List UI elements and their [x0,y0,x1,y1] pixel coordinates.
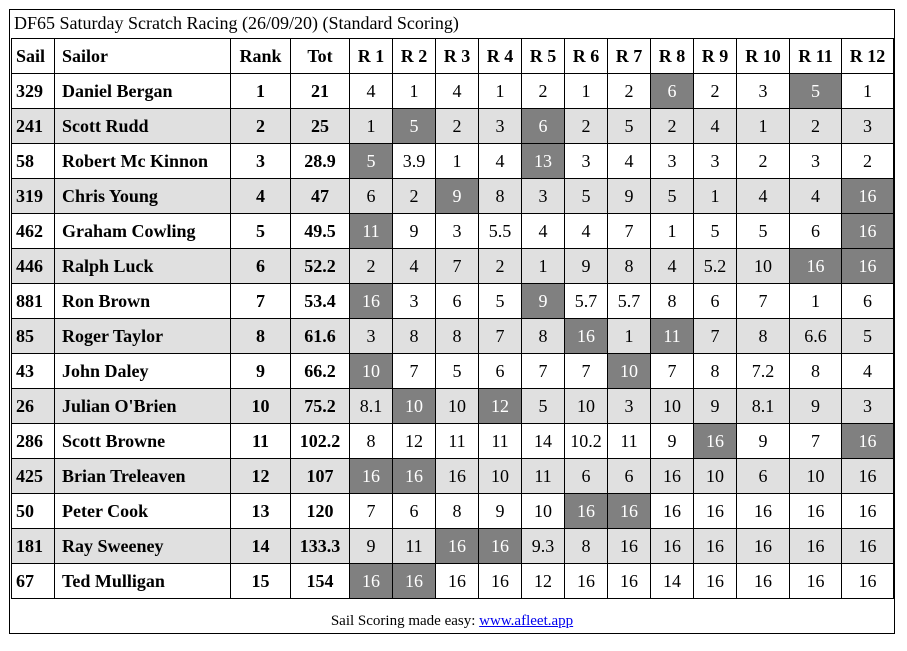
race-score-cell: 3 [842,109,894,144]
race-score-cell: 7 [350,494,393,529]
table-row [12,564,894,599]
table-row [12,494,894,529]
rank-cell: 14 [231,529,291,564]
race-score-cell: 5 [842,319,894,354]
race-score-cell: 9.3 [522,529,565,564]
race-score-cell: 4 [651,249,694,284]
race-score-cell: 9 [350,529,393,564]
race-score-cell: 8 [393,319,436,354]
rank-cell: 1 [231,74,291,109]
race-score-cell: 16 [436,564,479,599]
discarded-race-score-cell: 16 [842,424,894,459]
race-score-cell: 8 [479,179,522,214]
sail-number-cell: 286 [12,424,55,459]
total-cell: 154 [291,564,350,599]
discarded-race-score-cell: 13 [522,144,565,179]
rank-cell: 15 [231,564,291,599]
sailor-name-cell: Roger Taylor [55,319,231,354]
discarded-race-score-cell: 16 [842,214,894,249]
table-row [12,529,894,564]
rank-cell: 8 [231,319,291,354]
discarded-race-score-cell: 16 [479,529,522,564]
race-score-cell: 3 [436,214,479,249]
race-score-cell: 7 [694,319,737,354]
discarded-race-score-cell: 16 [393,459,436,494]
total-cell: 49.5 [291,214,350,249]
results-frame [9,9,895,634]
table-row [12,319,894,354]
sail-number-cell: 58 [12,144,55,179]
total-cell: 61.6 [291,319,350,354]
race-score-cell: 16 [737,494,790,529]
race-score-cell: 1 [522,249,565,284]
total-cell: 102.2 [291,424,350,459]
sailor-name-cell: Ron Brown [55,284,231,319]
race-score-cell: 3 [694,144,737,179]
race-score-cell: 16 [842,564,894,599]
race-score-cell: 6 [565,459,608,494]
rank-cell: 5 [231,214,291,249]
discarded-race-score-cell: 16 [393,564,436,599]
race-score-cell: 16 [737,564,790,599]
total-cell: 66.2 [291,354,350,389]
race-score-cell: 9 [565,249,608,284]
race-score-cell: 8 [737,319,790,354]
race-score-cell: 16 [565,564,608,599]
race-score-cell: 3.9 [393,144,436,179]
table-row [12,459,894,494]
race-score-cell: 5 [694,214,737,249]
race-score-cell: 12 [393,424,436,459]
discarded-race-score-cell: 5 [393,109,436,144]
rank-cell: 12 [231,459,291,494]
race-score-cell: 11 [479,424,522,459]
column-header: R 2 [393,39,436,74]
rank-cell: 10 [231,389,291,424]
table-row [12,144,894,179]
rank-cell: 9 [231,354,291,389]
race-score-cell: 10 [436,389,479,424]
discarded-race-score-cell: 12 [479,389,522,424]
discarded-race-score-cell: 16 [565,494,608,529]
race-score-cell: 1 [790,284,842,319]
discarded-race-score-cell: 16 [350,284,393,319]
race-score-cell: 16 [651,459,694,494]
race-score-cell: 8.1 [737,389,790,424]
total-cell: 21 [291,74,350,109]
sail-number-cell: 241 [12,109,55,144]
discarded-race-score-cell: 11 [651,319,694,354]
race-score-cell: 16 [651,529,694,564]
column-header: R 7 [608,39,651,74]
race-score-cell: 2 [651,109,694,144]
rank-cell: 13 [231,494,291,529]
race-score-cell: 7.2 [737,354,790,389]
race-score-cell: 5 [522,389,565,424]
column-header: Tot [291,39,350,74]
discarded-race-score-cell: 11 [350,214,393,249]
race-score-cell: 4 [694,109,737,144]
race-score-cell: 9 [479,494,522,529]
table-row [12,389,894,424]
sailor-name-cell: Daniel Bergan [55,74,231,109]
race-score-cell: 9 [651,424,694,459]
race-score-cell: 4 [436,74,479,109]
discarded-race-score-cell: 16 [694,424,737,459]
race-score-cell: 2 [393,179,436,214]
discarded-race-score-cell: 16 [350,459,393,494]
race-score-cell: 7 [436,249,479,284]
race-score-cell: 7 [393,354,436,389]
discarded-race-score-cell: 16 [608,494,651,529]
total-cell: 25 [291,109,350,144]
sail-number-cell: 446 [12,249,55,284]
column-header: R 4 [479,39,522,74]
discarded-race-score-cell: 5 [790,74,842,109]
table-row [12,109,894,144]
header-row [12,39,894,74]
discarded-race-score-cell: 10 [608,354,651,389]
sailor-name-cell: Peter Cook [55,494,231,529]
results-table [11,38,894,599]
sailor-name-cell: Brian Treleaven [55,459,231,494]
discarded-race-score-cell: 6 [522,109,565,144]
table-row [12,249,894,284]
race-score-cell: 6 [479,354,522,389]
race-score-cell: 7 [479,319,522,354]
race-score-cell: 3 [790,144,842,179]
discarded-race-score-cell: 6 [651,74,694,109]
sailor-name-cell: John Daley [55,354,231,389]
sailor-name-cell: Chris Young [55,179,231,214]
race-score-cell: 5 [651,179,694,214]
sail-number-cell: 43 [12,354,55,389]
race-score-cell: 10 [565,389,608,424]
race-score-cell: 8 [436,319,479,354]
race-score-cell: 16 [790,564,842,599]
race-score-cell: 16 [608,529,651,564]
rank-cell: 2 [231,109,291,144]
race-score-cell: 3 [608,389,651,424]
race-score-cell: 2 [608,74,651,109]
race-score-cell: 7 [522,354,565,389]
race-score-cell: 8 [522,319,565,354]
race-score-cell: 2 [565,109,608,144]
column-header: Rank [231,39,291,74]
race-score-cell: 1 [479,74,522,109]
race-score-cell: 16 [790,529,842,564]
rank-cell: 11 [231,424,291,459]
column-header: R 5 [522,39,565,74]
sail-number-cell: 50 [12,494,55,529]
race-score-cell: 8 [436,494,479,529]
discarded-race-score-cell: 16 [436,529,479,564]
race-score-cell: 6 [694,284,737,319]
race-score-cell: 11 [436,424,479,459]
column-header: Sail [12,39,55,74]
race-score-cell: 11 [393,529,436,564]
sail-number-cell: 85 [12,319,55,354]
page-title: DF65 Saturday Scratch Racing (26/09/20) (Standard Scoring) [14,13,459,33]
race-score-cell: 8 [350,424,393,459]
race-score-cell: 4 [842,354,894,389]
footer [10,609,894,633]
total-cell: 75.2 [291,389,350,424]
sail-number-cell: 462 [12,214,55,249]
race-score-cell: 1 [842,74,894,109]
race-score-cell: 6.6 [790,319,842,354]
race-score-cell: 2 [522,74,565,109]
race-score-cell: 10 [479,459,522,494]
race-score-cell: 14 [522,424,565,459]
race-score-cell: 9 [393,214,436,249]
column-header: R 12 [842,39,894,74]
sail-number-cell: 319 [12,179,55,214]
table-row [12,179,894,214]
race-score-cell: 6 [737,459,790,494]
discarded-race-score-cell: 9 [522,284,565,319]
total-cell: 52.2 [291,249,350,284]
race-score-cell: 1 [651,214,694,249]
race-score-cell: 4 [393,249,436,284]
race-score-cell: 9 [790,389,842,424]
race-score-cell: 3 [393,284,436,319]
race-score-cell: 5.7 [608,284,651,319]
total-cell: 133.3 [291,529,350,564]
table-row [12,284,894,319]
race-score-cell: 8.1 [350,389,393,424]
race-score-cell: 8 [694,354,737,389]
race-score-cell: 16 [694,494,737,529]
sail-number-cell: 181 [12,529,55,564]
sailor-name-cell: Scott Rudd [55,109,231,144]
race-score-cell: 16 [737,529,790,564]
race-score-cell: 16 [694,529,737,564]
column-header: Sailor [55,39,231,74]
race-score-cell: 3 [737,74,790,109]
sail-number-cell: 67 [12,564,55,599]
race-score-cell: 5 [737,214,790,249]
column-header: R 10 [737,39,790,74]
race-score-cell: 5 [479,284,522,319]
discarded-race-score-cell: 16 [790,249,842,284]
race-score-cell: 2 [350,249,393,284]
total-cell: 53.4 [291,284,350,319]
race-score-cell: 10.2 [565,424,608,459]
race-score-cell: 4 [350,74,393,109]
race-score-cell: 16 [842,529,894,564]
race-score-cell: 3 [651,144,694,179]
discarded-race-score-cell: 16 [842,249,894,284]
race-score-cell: 4 [608,144,651,179]
race-score-cell: 8 [790,354,842,389]
race-score-cell: 2 [436,109,479,144]
discarded-race-score-cell: 16 [565,319,608,354]
race-score-cell: 2 [694,74,737,109]
total-cell: 28.9 [291,144,350,179]
race-score-cell: 16 [694,564,737,599]
rank-cell: 3 [231,144,291,179]
table-row [12,214,894,249]
race-score-cell: 11 [608,424,651,459]
race-score-cell: 1 [350,109,393,144]
race-score-cell: 2 [737,144,790,179]
sailor-name-cell: Julian O'Brien [55,389,231,424]
race-score-cell: 14 [651,564,694,599]
column-header: R 11 [790,39,842,74]
race-score-cell: 1 [565,74,608,109]
race-score-cell: 16 [842,459,894,494]
sailor-name-cell: Robert Mc Kinnon [55,144,231,179]
race-score-cell: 2 [790,109,842,144]
race-score-cell: 10 [737,249,790,284]
discarded-race-score-cell: 16 [842,179,894,214]
race-score-cell: 11 [522,459,565,494]
results-body [12,74,894,599]
discarded-race-score-cell: 10 [393,389,436,424]
race-score-cell: 12 [522,564,565,599]
race-score-cell: 1 [737,109,790,144]
race-score-cell: 1 [608,319,651,354]
race-score-cell: 6 [842,284,894,319]
column-header: R 6 [565,39,608,74]
race-score-cell: 9 [694,389,737,424]
footer-text: Sail Scoring made easy: [330,613,480,629]
sail-number-cell: 26 [12,389,55,424]
race-score-cell: 4 [790,179,842,214]
race-score-cell: 16 [842,494,894,529]
race-score-cell: 4 [479,144,522,179]
race-score-cell: 6 [608,459,651,494]
total-cell: 120 [291,494,350,529]
race-score-cell: 3 [565,144,608,179]
rank-cell: 4 [231,179,291,214]
race-score-cell: 5 [565,179,608,214]
sailor-name-cell: Ted Mulligan [55,564,231,599]
race-score-cell: 4 [737,179,790,214]
race-score-cell: 3 [479,109,522,144]
discarded-race-score-cell: 10 [350,354,393,389]
column-header: R 9 [694,39,737,74]
sail-number-cell: 881 [12,284,55,319]
sail-number-cell: 329 [12,74,55,109]
race-score-cell: 10 [694,459,737,494]
table-row [12,424,894,459]
total-cell: 107 [291,459,350,494]
race-score-cell: 3 [522,179,565,214]
race-score-cell: 1 [694,179,737,214]
column-header: R 3 [436,39,479,74]
sailor-name-cell: Graham Cowling [55,214,231,249]
race-score-cell: 6 [436,284,479,319]
race-score-cell: 6 [393,494,436,529]
race-score-cell: 1 [436,144,479,179]
race-score-cell: 7 [608,214,651,249]
race-score-cell: 7 [790,424,842,459]
race-score-cell: 8 [651,284,694,319]
race-score-cell: 3 [842,389,894,424]
race-score-cell: 16 [608,564,651,599]
discarded-race-score-cell: 9 [436,179,479,214]
sailor-name-cell: Scott Browne [55,424,231,459]
race-score-cell: 1 [393,74,436,109]
race-score-cell: 10 [522,494,565,529]
race-score-cell: 5 [608,109,651,144]
sail-number-cell: 425 [12,459,55,494]
rank-cell: 6 [231,249,291,284]
race-score-cell: 5 [436,354,479,389]
discarded-race-score-cell: 16 [350,564,393,599]
race-score-cell: 2 [479,249,522,284]
rank-cell: 7 [231,284,291,319]
race-score-cell: 5.5 [479,214,522,249]
discarded-race-score-cell: 5 [350,144,393,179]
race-score-cell: 7 [651,354,694,389]
afleet-link[interactable]: www.afleet.app [479,613,574,629]
race-score-cell: 6 [350,179,393,214]
race-score-cell: 6 [790,214,842,249]
race-score-cell: 3 [350,319,393,354]
race-score-cell: 7 [565,354,608,389]
column-header: R 8 [651,39,694,74]
race-score-cell: 8 [608,249,651,284]
column-header: R 1 [350,39,393,74]
table-row [12,354,894,389]
sailor-name-cell: Ralph Luck [55,249,231,284]
race-score-cell: 5.7 [565,284,608,319]
sailor-name-cell: Ray Sweeney [55,529,231,564]
total-cell: 47 [291,179,350,214]
race-score-cell: 8 [565,529,608,564]
race-score-cell: 7 [737,284,790,319]
race-score-cell: 4 [522,214,565,249]
race-score-cell: 9 [737,424,790,459]
race-score-cell: 16 [436,459,479,494]
race-score-cell: 9 [608,179,651,214]
table-row [12,74,894,109]
race-score-cell: 16 [790,494,842,529]
race-score-cell: 16 [651,494,694,529]
race-score-cell: 10 [651,389,694,424]
race-score-cell: 4 [565,214,608,249]
race-score-cell: 16 [479,564,522,599]
race-score-cell: 10 [790,459,842,494]
race-score-cell: 5.2 [694,249,737,284]
race-score-cell: 2 [842,144,894,179]
